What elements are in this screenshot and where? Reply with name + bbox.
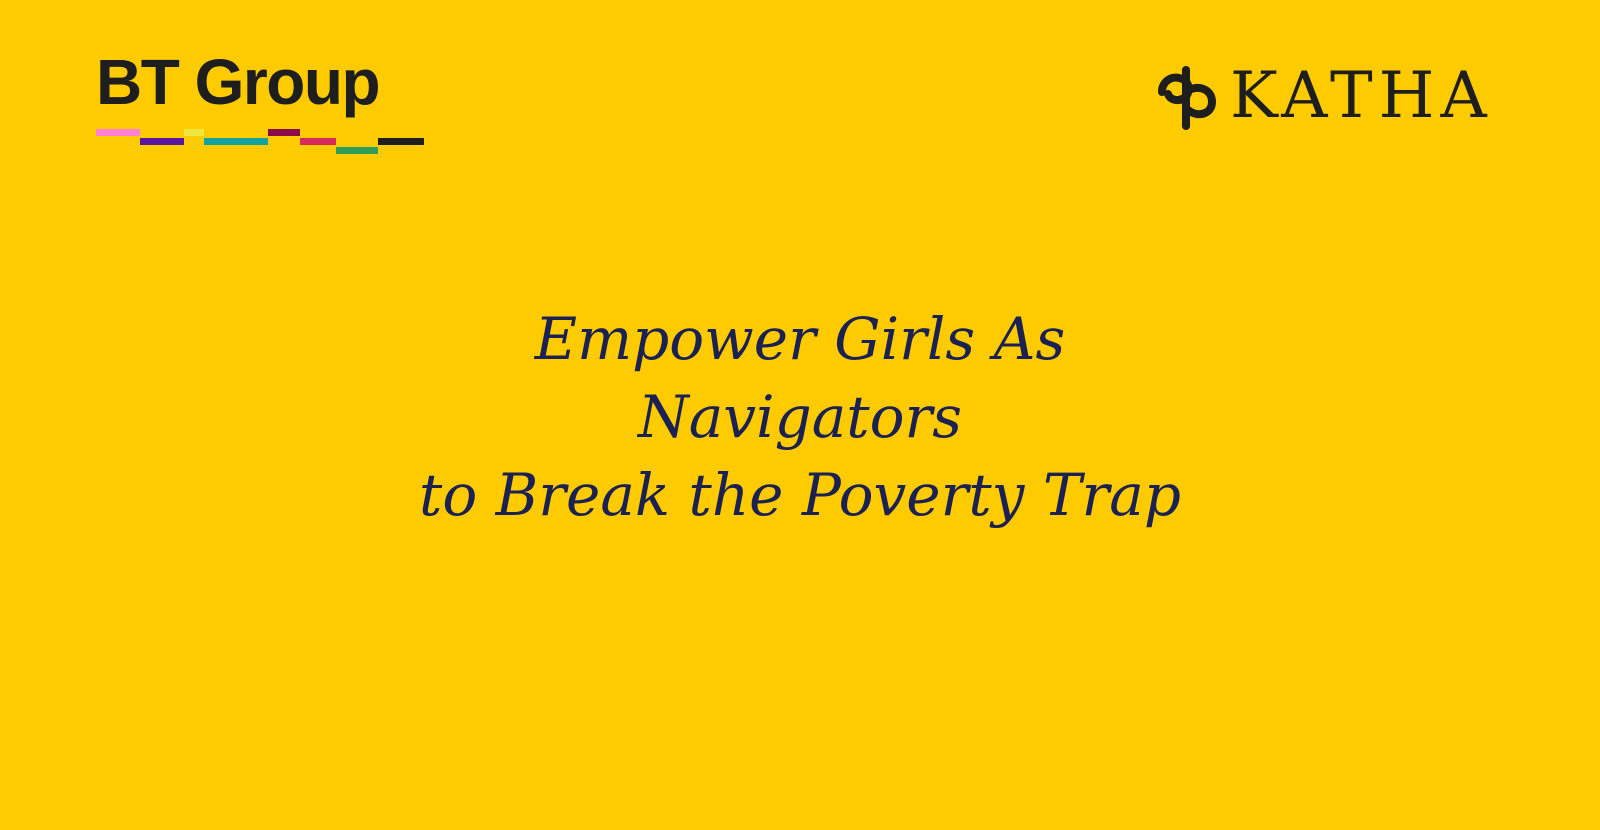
stripe-segment: [204, 138, 268, 145]
stripe-segment: [96, 129, 140, 136]
bt-group-logo: [96, 46, 426, 160]
stripe-segment: [336, 147, 378, 154]
stripe-segment: [300, 138, 336, 145]
katha-wordmark: KATHA: [1230, 59, 1493, 133]
headline: [300, 300, 1300, 534]
stripe-segment: [184, 129, 204, 136]
headline-line-3: to Break the Poverty Trap: [419, 461, 1181, 529]
bt-group-stripes-icon: [96, 128, 426, 158]
stripe-segment: [140, 138, 184, 145]
stripe-segment: [378, 138, 424, 145]
headline-line-2: Navigators: [637, 383, 963, 451]
bt-group-wordmark: BT Group: [96, 46, 380, 118]
headline-line-1: Empower Girls As: [534, 305, 1066, 373]
katha-logo: [1156, 58, 1496, 138]
katha-mark-icon: [1156, 62, 1218, 130]
stripe-segment: [268, 129, 300, 136]
